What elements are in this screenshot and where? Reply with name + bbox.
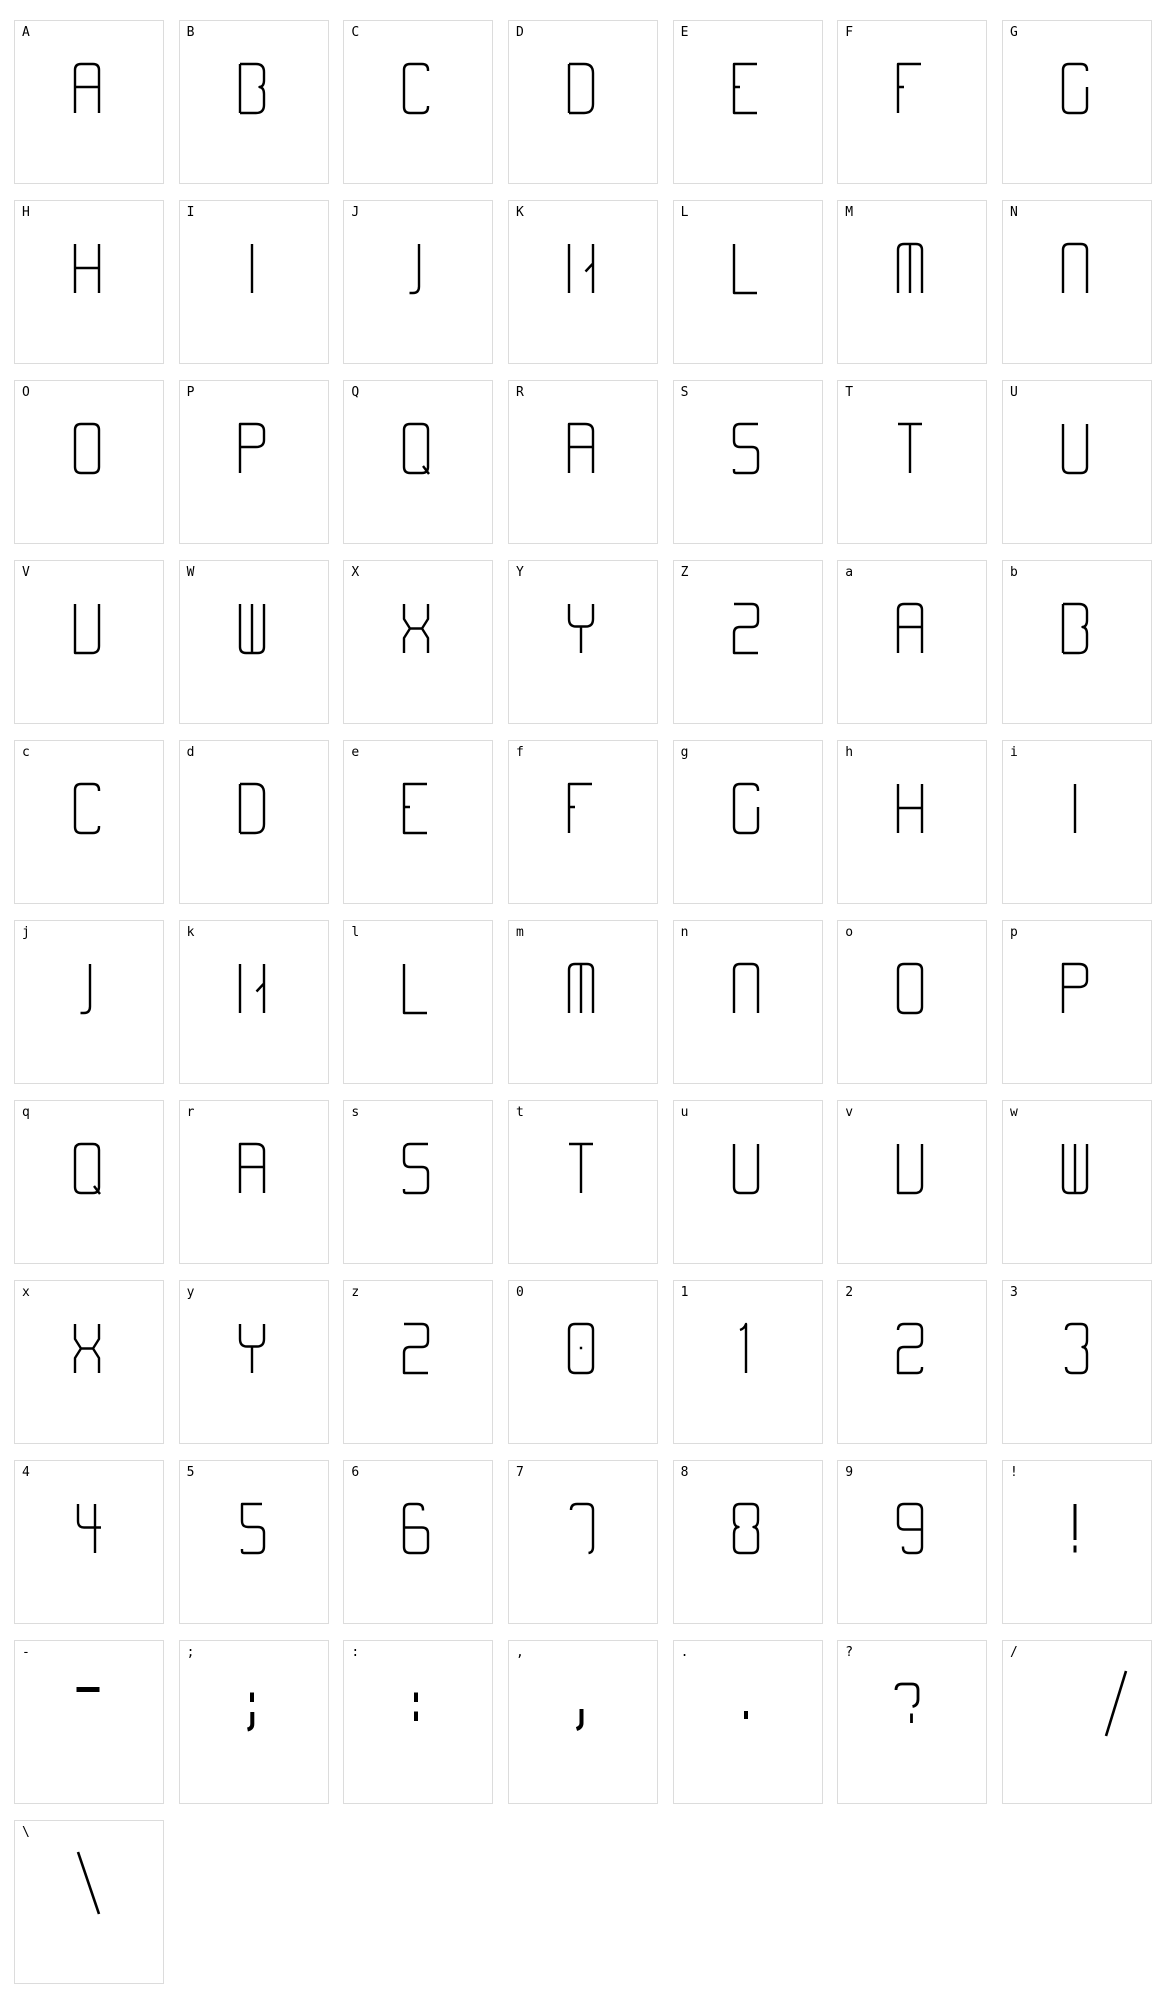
glyph-stroke <box>569 244 593 293</box>
glyph-cell[interactable] <box>179 920 329 1084</box>
glyph-preview-image <box>180 741 330 905</box>
glyph-cell[interactable] <box>179 20 329 184</box>
glyph-cell[interactable] <box>837 1640 987 1804</box>
glyph-stroke <box>240 1324 264 1373</box>
glyph-preview-image <box>15 561 165 725</box>
glyph-label: x <box>22 1285 30 1300</box>
glyph-preview-image <box>15 741 165 905</box>
glyph-label: b <box>1009 565 1018 580</box>
glyph-cell[interactable] <box>1002 200 1152 364</box>
glyph-preview-image <box>509 21 659 185</box>
glyph-cell[interactable] <box>508 1280 658 1444</box>
glyph-cell[interactable] <box>508 1460 658 1624</box>
glyph-stroke <box>404 1324 428 1373</box>
glyph-preview-image <box>344 561 494 725</box>
glyph-stroke <box>75 1144 100 1194</box>
glyph-cell[interactable] <box>673 200 823 364</box>
glyph-label: R <box>515 385 524 400</box>
glyph-label: , <box>515 1645 524 1660</box>
glyph-label: 2 <box>845 1285 854 1300</box>
glyph-cell[interactable] <box>14 1280 164 1444</box>
glyph-preview-image <box>344 1101 494 1265</box>
glyph-stroke <box>898 964 922 1013</box>
glyph-stroke <box>242 1504 264 1553</box>
glyph-stroke <box>240 424 264 473</box>
glyph-preview-image <box>838 201 988 365</box>
glyph-stroke <box>898 784 922 833</box>
glyph-preview-image <box>1003 1461 1153 1625</box>
glyph-stroke <box>240 784 264 833</box>
glyph-label: W <box>186 565 195 580</box>
glyph-stroke <box>569 964 593 1013</box>
glyph-preview-image <box>838 1101 988 1265</box>
glyph-label: z <box>351 1285 360 1300</box>
glyph-preview-image <box>180 1461 330 1625</box>
glyph-cell[interactable] <box>837 1460 987 1624</box>
glyph-stroke <box>78 1504 101 1553</box>
glyph-stroke <box>898 64 921 113</box>
glyph-label: 5 <box>186 1465 195 1480</box>
glyph-stroke <box>247 1693 252 1730</box>
glyph-label: Z <box>680 565 689 580</box>
glyph-stroke <box>569 1324 593 1373</box>
glyph-preview-image <box>180 921 330 1085</box>
glyph-cell[interactable] <box>673 1640 823 1804</box>
glyph-label: k <box>186 925 195 940</box>
glyph-cell[interactable] <box>508 1100 658 1264</box>
glyph-preview-image <box>509 201 659 365</box>
glyph-cell[interactable] <box>508 920 658 1084</box>
glyph-preview-image <box>180 1101 330 1265</box>
glyph-cell[interactable] <box>673 740 823 904</box>
glyph-label: V <box>22 565 30 580</box>
glyph-preview-image <box>674 921 824 1085</box>
glyph-stroke <box>1063 424 1087 473</box>
glyph-cell[interactable] <box>14 200 164 364</box>
glyph-preview-image <box>344 1641 494 1805</box>
glyph-label: c <box>22 745 30 760</box>
glyph-stroke <box>404 1504 428 1553</box>
glyph-stroke <box>75 424 99 473</box>
glyph-label: E <box>680 25 689 40</box>
glyph-cell[interactable] <box>1002 920 1152 1084</box>
glyph-preview-image <box>1003 21 1153 185</box>
glyph-label: 0 <box>515 1285 524 1300</box>
glyph-preview-image <box>838 741 988 905</box>
glyph-preview-image <box>344 741 494 905</box>
glyph-label: n <box>680 925 689 940</box>
glyph-cell[interactable] <box>837 1280 987 1444</box>
glyph-preview-image <box>674 201 824 365</box>
glyph-cell[interactable] <box>179 560 329 724</box>
glyph-cell[interactable] <box>343 1460 493 1624</box>
glyph-preview-image <box>344 21 494 185</box>
glyph-cell[interactable] <box>179 1640 329 1804</box>
glyph-stroke <box>734 964 758 1013</box>
glyph-label: N <box>1009 205 1018 220</box>
glyph-label: . <box>680 1645 689 1660</box>
glyph-cell[interactable] <box>179 1280 329 1444</box>
glyph-cell[interactable] <box>343 1280 493 1444</box>
glyph-preview-image <box>1003 1281 1153 1445</box>
glyph-cell[interactable] <box>343 1640 493 1804</box>
glyph-label: B <box>186 25 195 40</box>
glyph-preview-image <box>674 21 824 185</box>
glyph-preview-image <box>1003 741 1153 905</box>
glyph-cell[interactable] <box>14 1640 164 1804</box>
glyph-stroke <box>404 64 428 113</box>
glyph-cell[interactable] <box>179 1460 329 1624</box>
glyph-label: u <box>680 1105 689 1120</box>
glyph-stroke <box>404 424 429 474</box>
glyph-preview-image <box>674 381 824 545</box>
glyph-stroke <box>898 1504 922 1553</box>
glyph-stroke <box>571 1504 593 1553</box>
glyph-label: / <box>1009 1645 1018 1660</box>
glyph-label: a <box>845 565 854 580</box>
glyph-label: P <box>186 385 195 400</box>
glyph-label: d <box>186 745 195 760</box>
glyph-label: C <box>351 25 360 40</box>
glyph-stroke <box>569 784 592 833</box>
glyph-preview-image <box>344 201 494 365</box>
glyph-cell[interactable] <box>179 380 329 544</box>
glyph-cell[interactable] <box>1002 20 1152 184</box>
glyph-stroke <box>404 784 427 833</box>
glyph-preview-image <box>15 1821 165 1985</box>
glyph-label: j <box>22 925 30 940</box>
glyph-preview-image <box>180 201 330 365</box>
glyph-cell[interactable] <box>1002 560 1152 724</box>
glyph-label: J <box>351 205 360 220</box>
glyph-preview-image <box>674 1281 824 1445</box>
glyph-label: K <box>515 205 524 220</box>
glyph-cell[interactable] <box>14 740 164 904</box>
glyph-stroke <box>734 424 758 473</box>
glyph-label: I <box>186 205 195 220</box>
glyph-label: i <box>1009 745 1018 760</box>
glyph-cell[interactable] <box>1002 380 1152 544</box>
glyph-cell[interactable] <box>14 20 164 184</box>
glyph-stroke <box>569 604 593 653</box>
glyph-cell[interactable] <box>14 1460 164 1624</box>
glyph-stroke <box>734 604 758 653</box>
glyph-label: g <box>680 745 689 760</box>
glyph-cell[interactable] <box>673 920 823 1084</box>
glyph-preview-image <box>15 1461 165 1625</box>
glyph-stroke <box>569 424 593 473</box>
glyph-label: 1 <box>680 1285 689 1300</box>
glyph-label: 9 <box>845 1465 854 1480</box>
glyph-preview-image <box>15 381 165 545</box>
glyph-label: O <box>22 385 30 400</box>
glyph-label: w <box>1009 1105 1018 1120</box>
glyph-preview-image <box>15 1281 165 1445</box>
glyph-cell[interactable] <box>343 560 493 724</box>
glyph-label: v <box>845 1105 854 1120</box>
glyph-cell[interactable] <box>1002 740 1152 904</box>
glyph-stroke <box>404 964 427 1013</box>
glyph-stroke <box>1063 964 1087 1013</box>
glyph-label: D <box>515 25 524 40</box>
glyph-preview-image <box>674 561 824 725</box>
glyph-cell[interactable] <box>14 560 164 724</box>
glyph-preview-image <box>1003 1641 1153 1805</box>
glyph-preview-image <box>344 1461 494 1625</box>
glyph-cell[interactable] <box>673 380 823 544</box>
glyph-stroke <box>734 244 757 293</box>
glyph-preview-image <box>509 1281 659 1445</box>
glyph-preview-image <box>838 1281 988 1445</box>
glyph-preview-image <box>838 921 988 1085</box>
glyph-label: y <box>186 1285 195 1300</box>
glyph-label: r <box>186 1105 195 1120</box>
glyph-stroke <box>404 1144 428 1193</box>
glyph-stroke <box>898 1324 922 1373</box>
glyph-preview-image <box>509 1101 659 1265</box>
glyph-preview-image <box>838 21 988 185</box>
glyph-stroke <box>75 244 99 293</box>
glyph-cell[interactable] <box>343 740 493 904</box>
glyph-stroke <box>569 64 593 113</box>
glyph-label: m <box>515 925 524 940</box>
glyph-preview-image <box>1003 381 1153 545</box>
glyph-stroke <box>240 604 264 653</box>
glyph-label: S <box>680 385 689 400</box>
glyph-stroke <box>240 964 264 1013</box>
glyph-label: ? <box>845 1645 854 1660</box>
glyph-stroke <box>1066 1324 1087 1373</box>
glyph-cell[interactable] <box>1002 1280 1152 1444</box>
glyph-preview-image <box>674 1641 824 1805</box>
glyph-stroke <box>576 1709 581 1729</box>
glyph-label: 7 <box>515 1465 524 1480</box>
glyph-stroke <box>1063 604 1087 653</box>
glyph-label: M <box>845 205 854 220</box>
glyph-preview-image <box>180 381 330 545</box>
glyph-label: s <box>351 1105 360 1120</box>
glyph-label: X <box>351 565 360 580</box>
glyph-stroke <box>734 1504 758 1553</box>
glyph-stroke <box>240 64 264 113</box>
glyph-cell[interactable] <box>673 20 823 184</box>
glyph-label: F <box>845 25 854 40</box>
glyph-label: U <box>1009 385 1018 400</box>
glyph-label: l <box>351 925 360 940</box>
glyph-cell[interactable] <box>673 1280 823 1444</box>
glyph-preview-image <box>180 1641 330 1805</box>
glyph-cell[interactable] <box>1002 1640 1152 1804</box>
glyph-stroke <box>898 244 922 293</box>
glyph-stroke <box>1106 1671 1126 1736</box>
glyph-label: \ <box>22 1825 30 1840</box>
glyph-cell[interactable] <box>837 1100 987 1264</box>
glyph-stroke <box>898 424 922 473</box>
glyph-preview-image <box>838 381 988 545</box>
glyph-grid <box>14 20 1152 1984</box>
glyph-preview-image <box>15 21 165 185</box>
glyph-preview-image <box>15 1101 165 1265</box>
glyph-cell[interactable] <box>1002 1100 1152 1264</box>
glyph-preview-image <box>180 561 330 725</box>
glyph-label: o <box>845 925 854 940</box>
glyph-stroke <box>75 1324 99 1373</box>
glyph-cell[interactable] <box>508 20 658 184</box>
glyph-preview-image <box>509 561 659 725</box>
glyph-preview-image <box>180 21 330 185</box>
glyph-label: q <box>22 1105 30 1120</box>
glyph-preview-image <box>1003 921 1153 1085</box>
glyph-stroke <box>240 1144 264 1193</box>
glyph-stroke <box>78 1852 99 1914</box>
glyph-label: A <box>22 25 30 40</box>
glyph-label: Y <box>515 565 524 580</box>
glyph-label: : <box>351 1645 360 1660</box>
glyph-cell[interactable] <box>837 200 987 364</box>
glyph-cell[interactable] <box>837 920 987 1084</box>
glyph-preview-image <box>344 921 494 1085</box>
glyph-cell[interactable] <box>14 1820 164 1984</box>
glyph-label: h <box>845 745 854 760</box>
glyph-cell[interactable] <box>179 1100 329 1264</box>
glyph-preview-image <box>509 741 659 905</box>
glyph-cell[interactable] <box>343 1100 493 1264</box>
glyph-label: 3 <box>1009 1285 1018 1300</box>
glyph-label: G <box>1009 25 1018 40</box>
glyph-preview-image <box>344 381 494 545</box>
glyph-preview-image <box>674 1101 824 1265</box>
glyph-stroke <box>740 1324 746 1373</box>
glyph-cell[interactable] <box>14 920 164 1084</box>
glyph-stroke <box>734 64 757 113</box>
glyph-label: ; <box>186 1645 195 1660</box>
glyph-stroke <box>75 64 99 113</box>
glyph-label: 4 <box>22 1465 30 1480</box>
glyph-preview-image <box>15 201 165 365</box>
glyph-preview-image <box>674 1461 824 1625</box>
glyph-stroke <box>81 964 91 1013</box>
glyph-stroke <box>1063 64 1087 113</box>
glyph-preview-image <box>1003 1101 1153 1265</box>
glyph-label: Q <box>351 385 360 400</box>
glyph-preview-image <box>509 921 659 1085</box>
glyph-label: f <box>515 745 524 760</box>
glyph-cell[interactable] <box>508 1640 658 1804</box>
glyph-stroke <box>1063 244 1087 293</box>
glyph-stroke <box>734 784 758 833</box>
glyph-cell[interactable] <box>179 740 329 904</box>
glyph-cell[interactable] <box>508 200 658 364</box>
glyph-cell[interactable] <box>1002 1460 1152 1624</box>
glyph-cell[interactable] <box>508 560 658 724</box>
glyph-preview-image <box>509 1461 659 1625</box>
glyph-preview-image <box>838 561 988 725</box>
glyph-preview-image <box>509 1641 659 1805</box>
glyph-cell[interactable] <box>343 20 493 184</box>
glyph-cell[interactable] <box>837 20 987 184</box>
glyph-cell[interactable] <box>14 1100 164 1264</box>
glyph-label: 8 <box>680 1465 689 1480</box>
glyph-cell[interactable] <box>179 200 329 364</box>
glyph-preview-image <box>838 1641 988 1805</box>
glyph-label: ! <box>1009 1465 1018 1480</box>
glyph-stroke <box>410 244 420 293</box>
glyph-cell[interactable] <box>837 560 987 724</box>
glyph-label: t <box>515 1105 524 1120</box>
glyph-preview-image <box>180 1281 330 1445</box>
glyph-preview-image <box>15 1641 165 1805</box>
glyph-cell[interactable] <box>14 380 164 544</box>
glyph-stroke <box>896 1684 918 1723</box>
glyph-cell[interactable] <box>837 380 987 544</box>
glyph-cell[interactable] <box>837 740 987 904</box>
glyph-preview-image <box>1003 201 1153 365</box>
glyph-preview-image <box>1003 561 1153 725</box>
glyph-preview-image <box>509 381 659 545</box>
glyph-preview-image <box>674 741 824 905</box>
glyph-preview-image <box>838 1461 988 1625</box>
glyph-cell[interactable] <box>673 1100 823 1264</box>
glyph-cell[interactable] <box>673 560 823 724</box>
glyph-cell[interactable] <box>343 380 493 544</box>
glyph-label: e <box>351 745 360 760</box>
glyph-cell[interactable] <box>508 740 658 904</box>
glyph-label: L <box>680 205 689 220</box>
glyph-stroke <box>75 784 99 833</box>
glyph-preview-image <box>15 921 165 1085</box>
glyph-preview-image <box>344 1281 494 1445</box>
glyph-cell[interactable] <box>673 1460 823 1624</box>
glyph-cell[interactable] <box>343 920 493 1084</box>
glyph-stroke <box>404 604 428 653</box>
glyph-label: p <box>1009 925 1018 940</box>
glyph-label: 6 <box>351 1465 360 1480</box>
glyph-label: - <box>22 1645 30 1660</box>
glyph-stroke <box>1063 1144 1087 1193</box>
glyph-label: H <box>22 205 30 220</box>
glyph-stroke <box>898 1144 922 1193</box>
glyph-stroke <box>734 1144 758 1193</box>
glyph-label: T <box>845 385 854 400</box>
glyph-stroke <box>569 1144 593 1193</box>
glyph-cell[interactable] <box>343 200 493 364</box>
glyph-stroke <box>898 604 922 653</box>
glyph-stroke <box>75 604 99 653</box>
glyph-cell[interactable] <box>508 380 658 544</box>
